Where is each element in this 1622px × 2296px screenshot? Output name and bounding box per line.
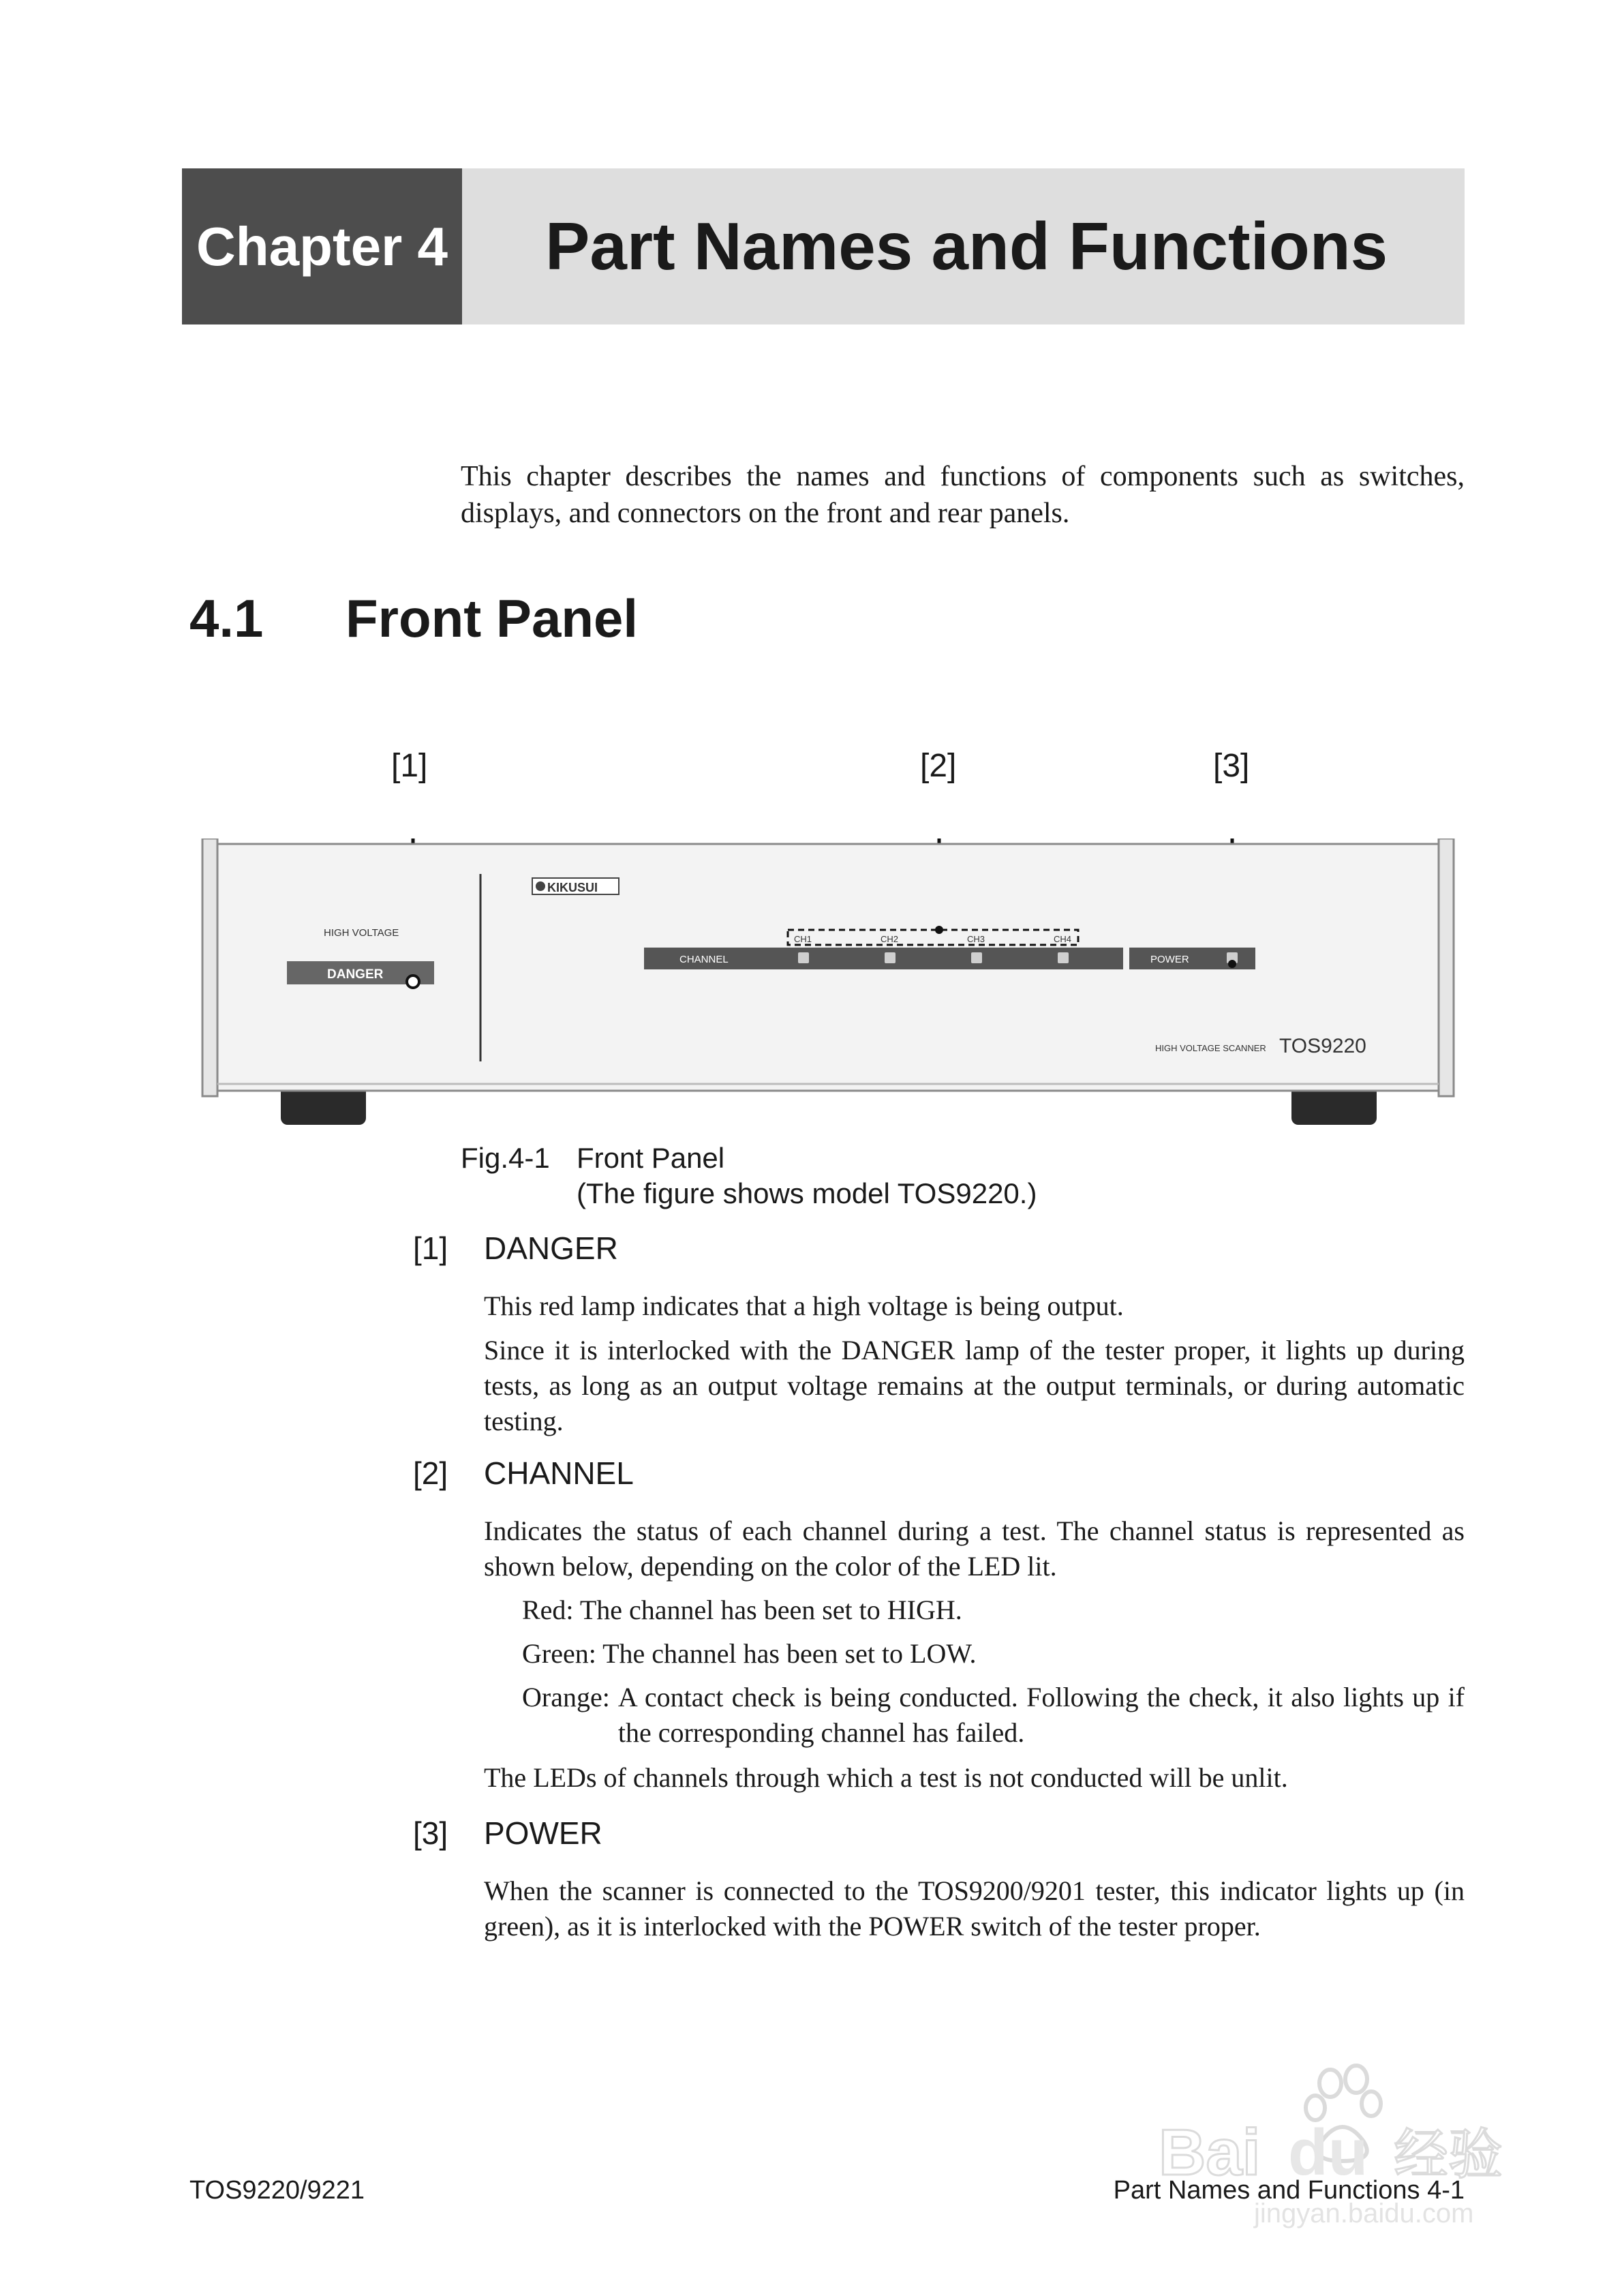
power-label: POWER xyxy=(1150,954,1189,965)
item-1-number: [1] xyxy=(413,1230,448,1266)
chapter-label: Chapter 4 xyxy=(196,215,448,277)
footer-model: TOS9220/9221 xyxy=(189,2176,365,2205)
section-number: 4.1 xyxy=(189,588,264,648)
item-2-number: [2] xyxy=(413,1455,448,1491)
svg-text:Bai: Bai xyxy=(1159,2116,1261,2189)
item-2-outro: The LEDs of channels through which a test is not conducted will be unlit. xyxy=(484,1762,1288,1793)
item-2-title: CHANNEL xyxy=(484,1455,634,1491)
item-1-paragraph-1: This red lamp indicates that a high voltage is being output. xyxy=(484,1290,1124,1321)
ch1-led xyxy=(798,952,809,963)
item-3-title: POWER xyxy=(484,1815,602,1851)
channel-bracket-dot xyxy=(935,926,943,934)
color-green-text: The channel has been set to LOW. xyxy=(602,1638,977,1669)
footer-page-label: Part Names and Functions 4-1 xyxy=(1113,2176,1465,2205)
color-green-name: Green: xyxy=(522,1638,596,1669)
power-led-dot xyxy=(1228,960,1236,968)
chapter-title: Part Names and Functions xyxy=(545,209,1388,284)
color-green-row xyxy=(522,1636,1465,1672)
svg-text:经验: 经验 xyxy=(1394,2123,1503,2186)
item-3-paragraph: When the scanner is connected to the TOS9200/9201 tester, this indicator lights up (in green), as it is interlocked with the POWER switch of the tester proper. xyxy=(484,1875,1465,1942)
brand-logo-icon xyxy=(536,881,545,891)
high-voltage-label: HIGH VOLTAGE xyxy=(324,927,399,939)
color-orange-name: Orange: xyxy=(522,1682,610,1712)
item-2-intro: Indicates the status of each channel during a test. The channel status is represented as shown below, depending on the color of the LED lit. xyxy=(484,1515,1465,1582)
right-side-handle xyxy=(1439,839,1454,1096)
ch4-led xyxy=(1058,952,1069,963)
model-caption: HIGH VOLTAGE SCANNER xyxy=(1155,1043,1266,1053)
ch2-label: CH2 xyxy=(881,934,899,944)
color-red-row xyxy=(522,1592,1465,1628)
chapter-intro-paragraph: This chapter describes the names and functions of components such as switches, displays, and connectors on the front and rear panels. xyxy=(461,461,1465,529)
svg-text:jingyan.baidu.com: jingyan.baidu.com xyxy=(1254,2199,1474,2229)
ch3-led xyxy=(971,952,982,963)
ch2-led xyxy=(885,952,896,963)
figure-caption-title: Front Panel xyxy=(577,1142,725,1174)
channel-label: CHANNEL xyxy=(679,954,729,965)
ch4-label: CH4 xyxy=(1054,934,1072,944)
color-red-text: The channel has been set to HIGH. xyxy=(579,1595,962,1625)
color-orange-text: A contact check is being conducted. Following the check, it also lights up if the corresponding channel has failed. xyxy=(617,1682,1465,1748)
baidu-watermark-logo xyxy=(1152,2059,1533,2236)
front-panel-figure xyxy=(201,839,1462,1145)
color-red-name: Red: xyxy=(522,1595,574,1625)
section-title: Front Panel xyxy=(346,588,639,648)
figure-caption-id: Fig.4-1 xyxy=(461,1142,550,1174)
ch1-label: CH1 xyxy=(794,934,812,944)
ch3-label: CH3 xyxy=(967,934,985,944)
model-name: TOS9220 xyxy=(1279,1035,1366,1057)
danger-lamp-dot xyxy=(407,976,419,988)
item-1-title: DANGER xyxy=(484,1230,618,1266)
left-side-handle xyxy=(202,839,217,1096)
callout-1: [1] xyxy=(391,748,428,784)
brand-name: KIKUSUI xyxy=(547,881,598,894)
item-3-number: [3] xyxy=(413,1815,448,1851)
figure-caption-note: (The figure shows model TOS9220.) xyxy=(577,1177,1037,1209)
danger-label: DANGER xyxy=(327,967,384,982)
callout-2: [2] xyxy=(920,748,957,784)
svg-text:du: du xyxy=(1288,2116,1368,2189)
callout-3: [3] xyxy=(1213,748,1250,784)
color-orange-row xyxy=(522,1680,1465,1751)
item-1-paragraph-2: Since it is interlocked with the DANGER lamp of the tester proper, it lights up during tests, as long as an output voltage remains at the output terminals, or during automatic testing. xyxy=(484,1335,1465,1436)
